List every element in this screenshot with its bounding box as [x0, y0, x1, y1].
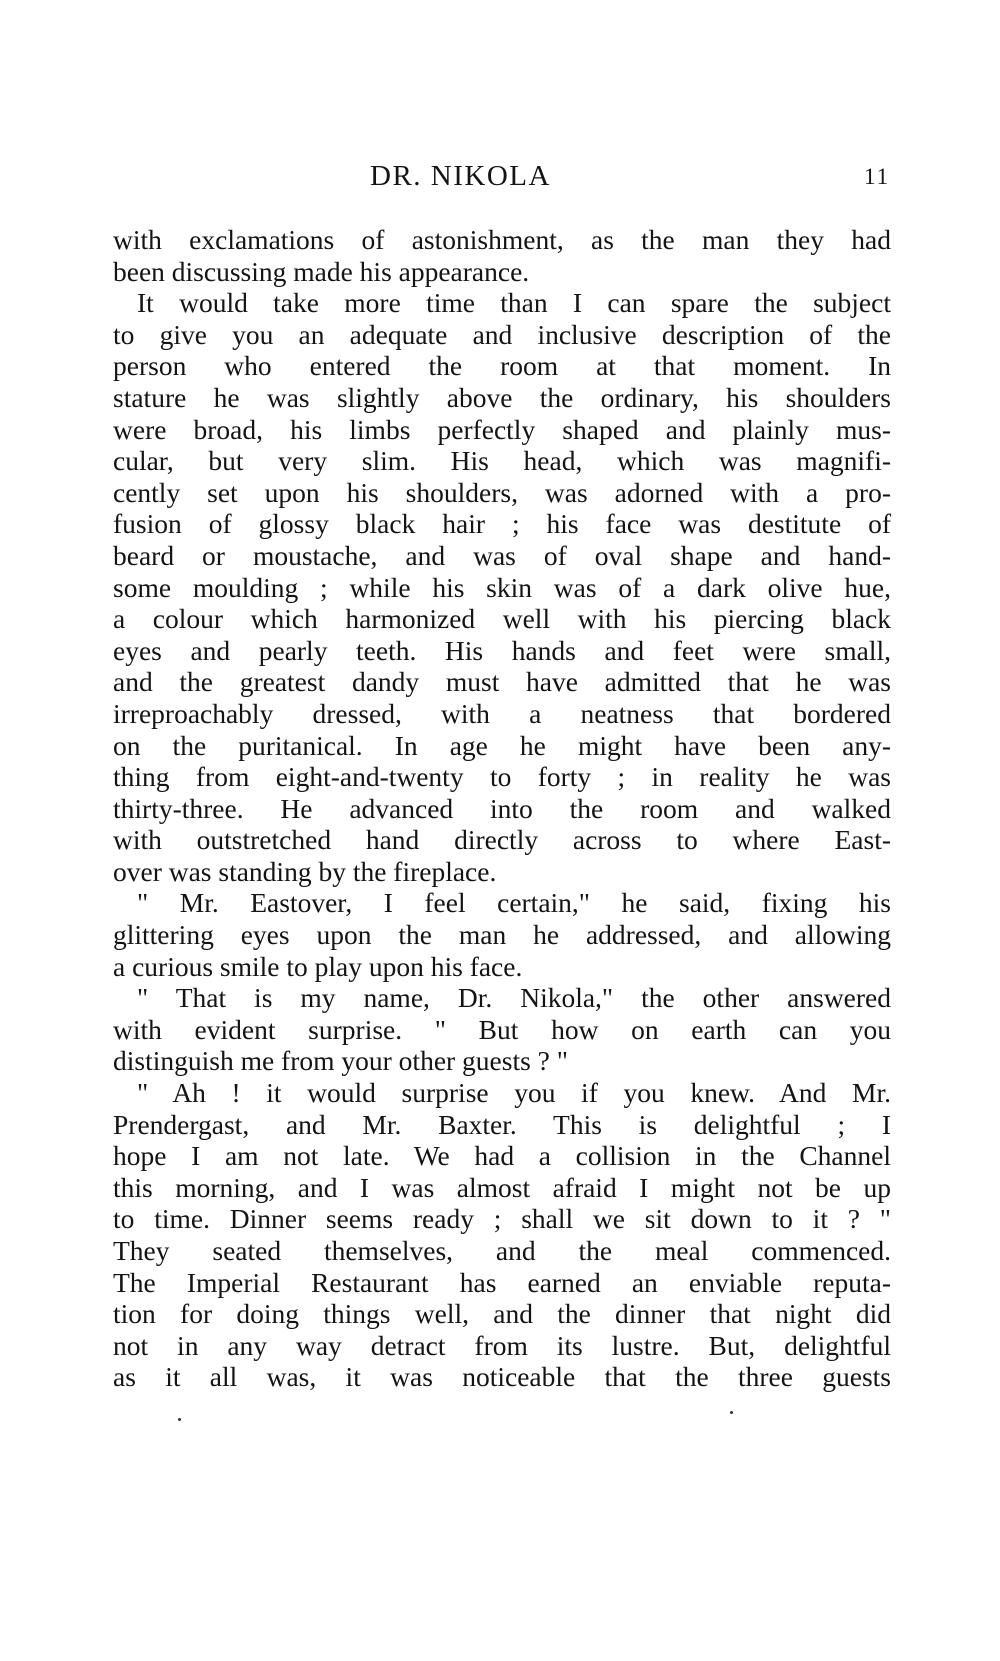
text-line: to time. Dinner seems ready ; shall we sit down to it ? " [113, 1203, 891, 1235]
text-line: cular, but very slim. His head, which was magnifi- [113, 445, 891, 477]
text-line: as it all was, it was noticeable that the three guests [113, 1361, 891, 1393]
text-line: tion for doing things well, and the dinner that night did [113, 1298, 891, 1330]
text-line: The Imperial Restaurant has earned an enviable reputa- [113, 1266, 891, 1298]
text-line: hope I am not late. We had a collision in the Channel [113, 1140, 891, 1172]
text-line: " Ah ! it would surprise you if you knew. And Mr. [137, 1077, 891, 1109]
text-line: with evident surprise. " But how on earth can you [113, 1013, 891, 1045]
text-line: on the puritanical. In age he might have been any- [113, 729, 891, 761]
text-line: Prendergast, and Mr. Baxter. This is delightful ; I [113, 1108, 891, 1140]
text-line: eyes and pearly teeth. His hands and feet were small, [113, 634, 891, 666]
text-line: over was standing by the fireplace. [113, 855, 497, 887]
text-line: They seated themselves, and the meal commenced. [113, 1235, 891, 1266]
text-line: thing from eight-and-twenty to forty ; in reality he was [113, 761, 891, 793]
page-number: 11 [864, 164, 891, 189]
running-title: DR. NIKOLA [370, 160, 551, 192]
text-line: this morning, and I was almost afraid I might not be up [113, 1171, 891, 1203]
text-line: not in any way detract from its lustre. But, delightful [113, 1329, 891, 1361]
text-line: to give you an adequate and inclusive description of the [113, 318, 891, 350]
text-line: with outstretched hand directly across to where East- [113, 824, 891, 856]
print-speck [730, 1411, 733, 1414]
text-line: glittering eyes upon the man he addressed, and allowing [113, 919, 891, 951]
text-line: cently set upon his shoulders, was adorned with a pro- [113, 476, 891, 508]
text-line: " That is my name, Dr. Nikola," the other answered [137, 982, 891, 1014]
text-line: person who entered the room at that moment. In [113, 350, 891, 382]
text-line: a curious smile to play upon his face. [113, 950, 523, 982]
text-line: been discussing made his appearance. [113, 255, 530, 287]
text-line: a colour which harmonized well with his piercing black [113, 603, 891, 635]
print-speck [178, 1418, 181, 1421]
text-line: were broad, his limbs perfectly shaped and plainly mus- [113, 413, 891, 445]
text-line: " Mr. Eastover, I feel certain," he said, fixing his [137, 887, 891, 919]
running-head [0, 160, 1000, 200]
text-line: fusion of glossy black hair ; his face was destitute of [113, 508, 891, 540]
text-line: irreproachably dressed, with a neatness that bordered [113, 697, 891, 729]
text-line: thirty-three. He advanced into the room and walked [113, 792, 891, 824]
text-line: distinguish me from your other guests ? " [113, 1045, 568, 1077]
text-line: It would take more time than I can spare the subject [137, 287, 891, 319]
text-line: beard or moustache, and was of oval shape and hand- [113, 539, 891, 571]
text-line: and the greatest dandy must have admitted that he was [113, 666, 891, 698]
text-line: stature he was slightly above the ordinary, his shoulders [113, 381, 891, 413]
body-text [113, 224, 891, 1393]
text-line: some moulding ; while his skin was of a dark olive hue, [113, 571, 891, 603]
text-line: with exclamations of astonishment, as the man they had [113, 224, 891, 255]
